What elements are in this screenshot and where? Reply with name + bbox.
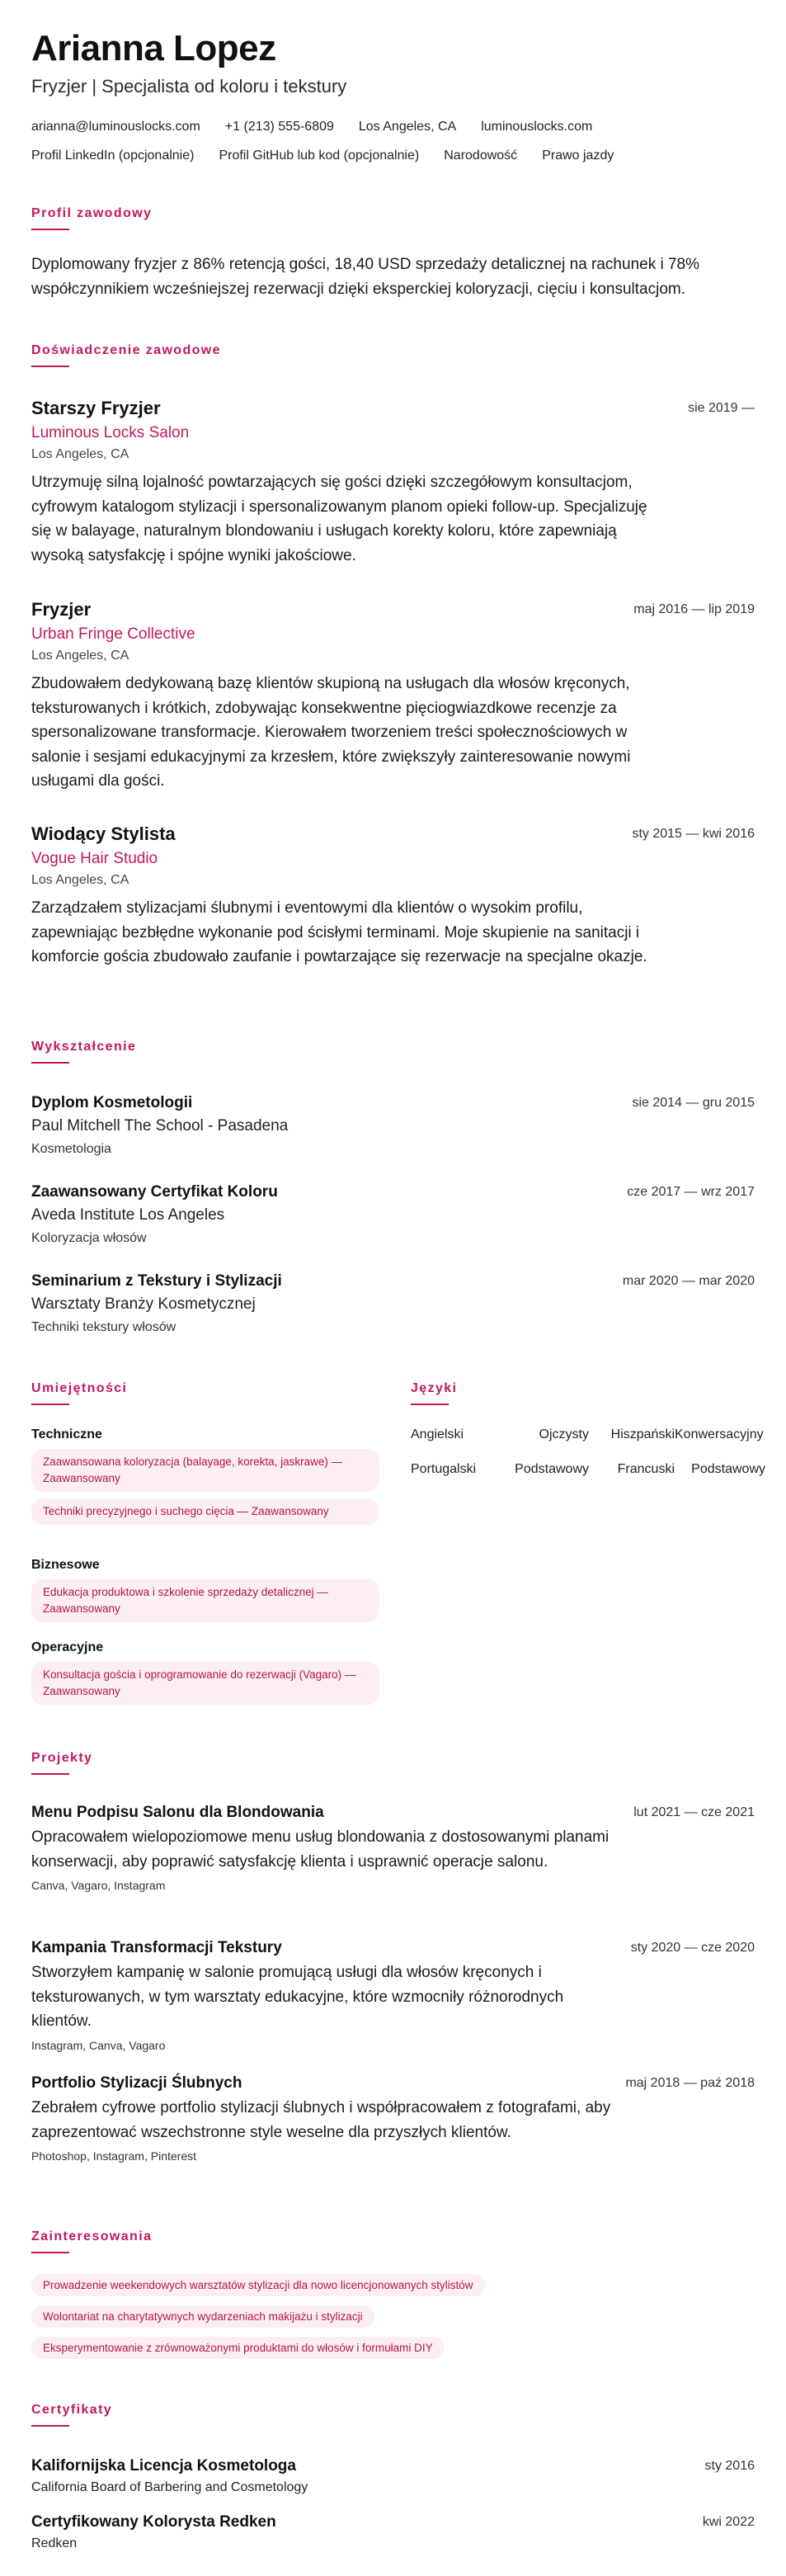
section-title-skills: Umiejętności: [31, 1381, 128, 1395]
section-title-profile: Profil zawodowy: [31, 206, 153, 220]
skill-group-technical: [31, 1427, 379, 1525]
contact-location: Los Angeles, CA: [358, 120, 457, 134]
certification-item: [31, 2457, 755, 2495]
language-name: Angielski: [411, 1427, 464, 1441]
section-profile: [31, 206, 152, 230]
contact-website[interactable]: luminouslocks.com: [481, 120, 593, 134]
job-company: Vogue Hair Studio: [31, 850, 158, 867]
job-title: Starszy Fryzjer: [31, 398, 161, 418]
project-description: Opracowałem wielopoziomowe menu usług blondowania z dostosowanymi planami konserwacji, aby poprawić satysfakcję klienta i usprawnić operacje salonu.: [31, 1828, 610, 1871]
project-title: Kampania Transformacji Tekstury: [31, 1939, 282, 1956]
language-level: Konwersacyjny: [675, 1427, 764, 1441]
job-description: Utrzymuję silną lojalność powtarzających się gości dzięki szczegółowym konsultacjom, cyfrowym katalogom stylizacji i spersonalizowanym planom opieki follow-up. Specjalizuję się w balayage, naturalnym blondowaniu i usługach korekty koloru, które zapewniają wysoką satysfakcję i spójne wyniki jakościowe.: [31, 474, 647, 564]
section-title-experience: Doświadczenie zawodowe: [31, 343, 221, 357]
section-title-interests: Zainteresowania: [31, 2229, 153, 2243]
education-item: [31, 1272, 755, 1335]
certification-date: kwi 2022: [702, 2515, 755, 2529]
skill-group-operational: [31, 1640, 379, 1705]
project-description: Zebrałem cyfrowe portfolio stylizacji ślubnych i współpracowałem z fotografami, aby zaprezentować wszechstronne style weselne dla przyszłych klientów.: [31, 2099, 611, 2141]
certification-date: sty 2016: [704, 2459, 755, 2473]
skill-tag: Techniki precyzyjnego i suchego cięcia — Zaawansowany: [31, 1498, 379, 1525]
section-divider: [31, 2252, 69, 2253]
job-title: Wiodący Stylista: [31, 823, 176, 844]
job-title: Fryzjer: [31, 599, 92, 620]
candidate-headline: Fryzjer | Specjalista od koloru i tekstury: [31, 76, 347, 97]
project-item: [31, 2074, 755, 2163]
interest-tag: Prowadzenie weekendowych warsztatów stylizacji dla nowo licencjonowanych stylistów: [31, 2274, 485, 2296]
section-divider: [31, 366, 69, 367]
skill-category: Biznesowe: [31, 1558, 100, 1572]
experience-item: [31, 599, 755, 794]
languages-grid: [411, 1427, 765, 1497]
project-dates: sty 2020 — cze 2020: [630, 1941, 755, 1955]
skill-tag: Zaawansowana koloryzacja (balayage, korekta, jaskrawe) — Zaawansowany: [31, 1449, 379, 1492]
section-divider: [31, 1062, 69, 1064]
nationality-label: Narodowość: [444, 149, 518, 163]
interest-tag: Wolontariat na charytatywnych wydarzeniach makijażu i stylizacji: [31, 2305, 374, 2328]
language-level: Podstawowy: [515, 1462, 589, 1476]
education-title: Zaawansowany Certyfikat Koloru: [31, 1183, 278, 1201]
job-company: Urban Fringe Collective: [31, 625, 195, 643]
certification-title: Kalifornijska Licencja Kosmetologa: [31, 2457, 296, 2475]
education-title: Seminarium z Tekstury i Stylizacji: [31, 1272, 282, 1290]
language-name: Francuski: [617, 1462, 675, 1476]
job-description: Zarządzałem stylizacjami ślubnymi i eventowymi dla klientów o wysokim profilu, zapewniając bezbłędne wykonanie pod ścisłymi terminami. Moje skupienie na sanitacji i komforcie gościa zbudowało zaufanie i powtarzające się rezerwacje na specjalne okazje.: [31, 899, 647, 965]
links-row: [31, 149, 638, 163]
certification-item: [31, 2513, 755, 2551]
education-title: Dyplom Kosmetologii: [31, 1094, 193, 1111]
section-divider: [31, 229, 69, 230]
project-title: Menu Podpisu Salonu dla Blondowania: [31, 1804, 324, 1821]
section-languages: [411, 1381, 457, 1405]
project-dates: maj 2018 — paź 2018: [625, 2076, 755, 2090]
skill-tag: Konsultacja gościa i oprogramowanie do rezerwacji (Vagaro) — Zaawansowany: [31, 1662, 379, 1705]
project-tools: Instagram, Canva, Vagaro: [31, 2038, 166, 2052]
section-title-certifications: Certyfikaty: [31, 2403, 113, 2417]
project-description: Stworzyłem kampanię w salonie promującą usługi dla włosów kręconych i teksturowanych, w tym warsztaty edukacyjne, które wzmocniły różnorodnych klientów.: [31, 1964, 564, 2030]
project-dates: lut 2021 — cze 2021: [633, 1805, 755, 1819]
section-certifications: [31, 2403, 112, 2427]
education-field: Techniki tekstury włosów: [31, 1320, 176, 1334]
section-divider: [411, 1404, 449, 1405]
section-divider: [31, 1404, 69, 1405]
language-name: Hiszpański: [610, 1427, 675, 1441]
project-tools: Canva, Vagaro, Instagram: [31, 1879, 166, 1892]
education-field: Koloryzacja włosów: [31, 1231, 147, 1245]
education-school: Paul Mitchell The School - Pasadena: [31, 1117, 289, 1135]
interest-tag: Eksperymentowanie z zrównoważonymi produktami do włosów i formułami DIY: [31, 2337, 445, 2359]
education-item: [31, 1094, 755, 1157]
skill-category: Techniczne: [31, 1427, 102, 1441]
section-skills: [31, 1381, 127, 1405]
experience-item: [31, 823, 755, 970]
skill-category: Operacyjne: [31, 1640, 104, 1654]
section-title-education: Wykształcenie: [31, 1040, 137, 1054]
job-location: Los Angeles, CA: [31, 447, 129, 461]
contact-phone[interactable]: +1 (213) 555-6809: [224, 120, 334, 134]
section-projects: [31, 1751, 92, 1775]
section-title-languages: Języki: [411, 1381, 458, 1395]
project-title: Portfolio Stylizacji Ślubnych: [31, 2074, 242, 2092]
skill-group-business: [31, 1558, 379, 1622]
section-interests: [31, 2229, 152, 2253]
profile-summary: Dyplomowany fryzjer z 86% retencją gości, 18,40 USD sprzedaży detalicznej na rachunek i 78% współczynnikiem wcześniejszej rezerwacji dzięki eksperckiej koloryzacji, cięciu i konsultacjom.: [31, 256, 700, 298]
job-dates: sie 2019 —: [688, 401, 755, 415]
driving-license-label: Prawo jazdy: [542, 149, 614, 163]
certification-issuer: Redken: [31, 2536, 78, 2550]
section-experience: [31, 343, 221, 367]
link-linkedin[interactable]: Profil LinkedIn (opcjonalnie): [31, 149, 195, 163]
section-divider: [31, 2425, 69, 2427]
candidate-name: Arianna Lopez: [31, 28, 276, 68]
job-location: Los Angeles, CA: [31, 649, 129, 663]
certification-title: Certyfikowany Kolorysta Redken: [31, 2513, 276, 2531]
education-school: Aveda Institute Los Angeles: [31, 1206, 225, 1224]
link-github[interactable]: Profil GitHub lub kod (opcjonalnie): [219, 149, 420, 163]
job-location: Los Angeles, CA: [31, 873, 129, 887]
contact-email[interactable]: arianna@luminouslocks.com: [31, 120, 200, 134]
job-dates: maj 2016 — lip 2019: [633, 602, 755, 616]
job-dates: sty 2015 — kwi 2016: [632, 827, 755, 841]
education-school: Warsztaty Branży Kosmetycznej: [31, 1295, 256, 1313]
experience-item: [31, 398, 755, 568]
section-title-projects: Projekty: [31, 1751, 93, 1765]
job-company: Luminous Locks Salon: [31, 424, 190, 441]
education-dates: sie 2014 — gru 2015: [632, 1096, 755, 1110]
languages-row: [411, 1462, 765, 1497]
education-dates: cze 2017 — wrz 2017: [627, 1185, 755, 1199]
contact-row: [31, 120, 617, 134]
section-education: [31, 1040, 136, 1064]
education-dates: mar 2020 — mar 2020: [622, 1274, 755, 1288]
languages-row: [411, 1427, 765, 1462]
project-item: [31, 1939, 755, 2052]
language-level: Podstawowy: [691, 1462, 765, 1476]
language-level: Ojczysty: [539, 1427, 589, 1441]
project-tools: Photoshop, Instagram, Pinterest: [31, 2149, 196, 2163]
section-divider: [31, 1773, 69, 1775]
education-field: Kosmetologia: [31, 1142, 111, 1156]
job-description: Zbudowałem dedykowaną bazę klientów skupioną na usługach dla włosów kręconych, teksturowanych i krótkich, zdobywając konsekwentne pięciogwiazdkowe recenzje za spersonalizowane transformacje. Kierowałem tworzeniem treści społecznościowych w salonie i sesjami edukacyjnymi za krzesłem, które zwiększyły zainteresowanie nowymi usługami dla gości.: [31, 675, 631, 790]
education-item: [31, 1183, 755, 1246]
skill-tag: Edukacja produktowa i szkolenie sprzedaży detalicznej — Zaawansowany: [31, 1579, 379, 1622]
project-item: [31, 1804, 755, 1892]
language-name: Portugalski: [411, 1462, 477, 1476]
certification-issuer: California Board of Barbering and Cosmetology: [31, 2480, 308, 2494]
